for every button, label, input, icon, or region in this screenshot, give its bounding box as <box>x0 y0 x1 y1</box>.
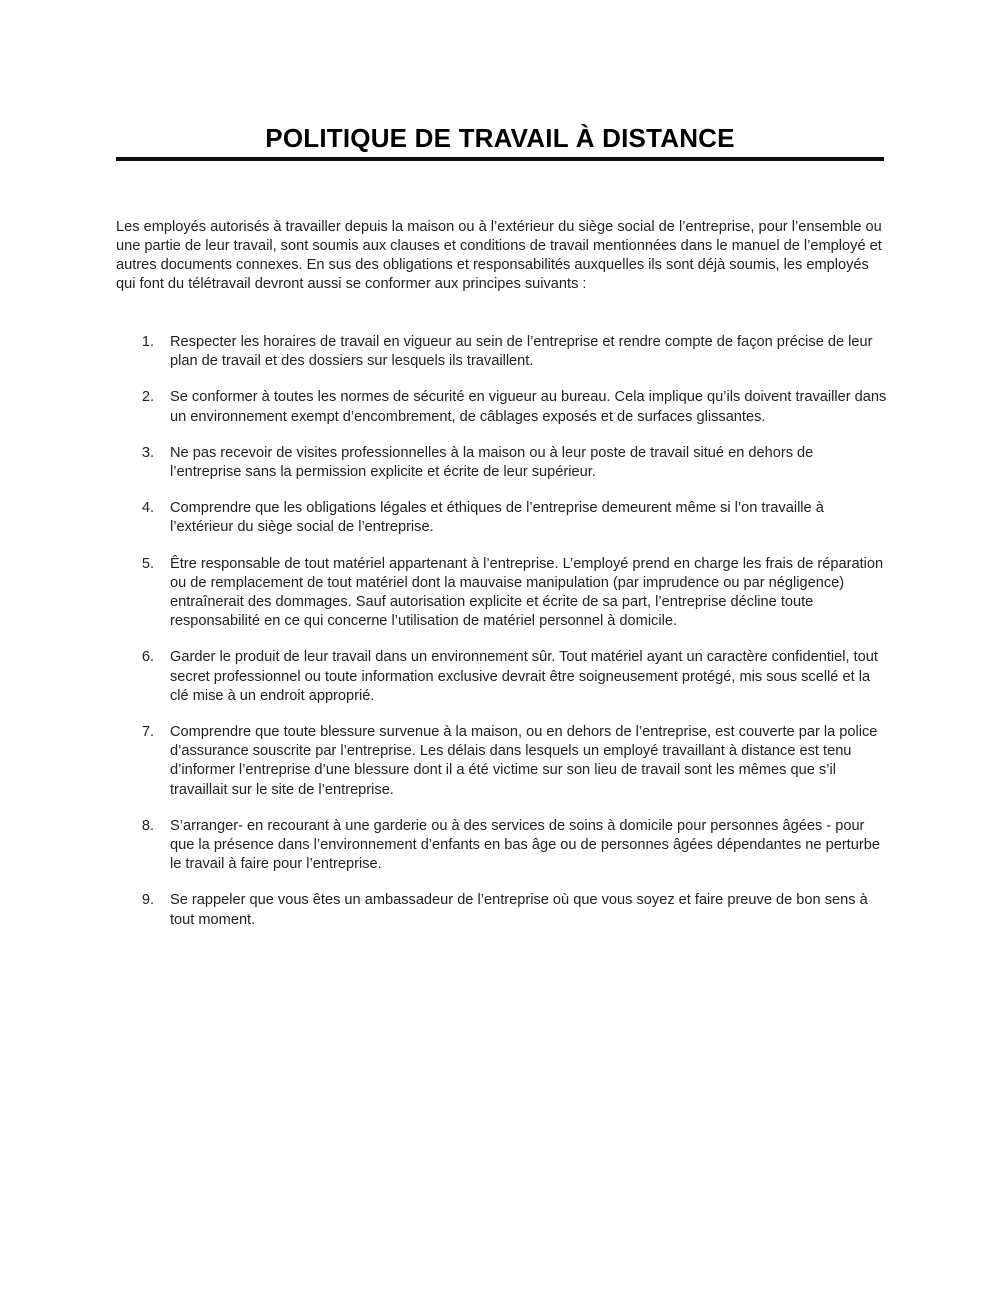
list-item-text: Respecter les horaires de travail en vigueur au sein de l’entreprise et rendre compte de façon précise de leur plan de travail et des dossiers sur lesquels ils travaillent. <box>170 334 873 370</box>
intro-paragraph: Les employés autorisés à travailler depuis la maison ou à l’extérieur du siège social de l’entreprise, pour l’ensemble ou une partie de leur travail, sont soumis aux clauses et conditions de travail mentionnées dans le manuel de l’employé et autres documents connexes. En sus des obligations et responsabilités auxquelles ils sont déjà soumis, les employés qui font du télétravail devront aussi se conformer aux principes suivants : <box>116 218 882 293</box>
list-item-number: 1. <box>141 334 154 350</box>
title-divider <box>116 157 884 161</box>
list-item-text: Comprendre que les obligations légales et éthiques de l’entreprise demeurent même si l’on travaille à l’extérieur du siège social de l’entreprise. <box>170 500 824 536</box>
list-item-number: 2. <box>141 389 154 406</box>
list-item-number: 6. <box>141 649 154 666</box>
list-item-number: 9. <box>141 892 154 909</box>
list-item-text: Comprendre que toute blessure survenue à la maison, ou en dehors de l’entreprise, est couverte par la police d’assurance souscrite par l’entreprise. Les délais dans lesquels un employé travaillant à distance est tenu d’informer l’entreprise d’une blessure dont il a été victime sur son lieu de travail sont les mêmes que s’il travaillait sur le site de l’entreprise. <box>170 724 878 798</box>
list-item <box>116 555 888 632</box>
list-item-number: 5. <box>141 555 154 572</box>
list-item-number: 8. <box>141 817 154 834</box>
list-item-text: Se rappeler que vous êtes un ambassadeur de l’entreprise où que vous soyez et faire preuve de bon sens à tout moment. <box>170 892 868 928</box>
list-item-number: 3. <box>141 444 154 461</box>
list-item <box>116 891 888 929</box>
list-item-number: 7. <box>141 724 154 741</box>
list-item <box>116 723 888 800</box>
list-item <box>116 817 888 875</box>
list-item-number: 4. <box>141 500 154 517</box>
list-item-text: Garder le produit de leur travail dans un environnement sûr. Tout matériel ayant un caractère confidentiel, tout secret professionnel ou toute information exclusive devrait être soigneusement protégé, mis sous scellé et la clé mise à un endroit approprié. <box>170 649 878 704</box>
list-item <box>116 333 888 371</box>
list-item-text: Ne pas recevoir de visites professionnelles à la maison ou à leur poste de travail situé en dehors de l’entreprise sans la permission explicite et écrite de leur supérieur. <box>170 444 814 481</box>
list-item <box>116 648 888 706</box>
page-title: POLITIQUE DE TRAVAIL À DISTANCE <box>265 123 735 154</box>
list-item-text: Être responsable de tout matériel appartenant à l’entreprise. L’employé prend en charge les frais de réparation ou de remplacement de tout matériel dont la mauvaise manipulation (par imprudence ou par négligence) entraînerait des dommages. Sauf autorisation explicite et écrite de sa part, l’entreprise décline toute responsabilité en ce qui concerne l’utilisation de matériel personnel à domicile. <box>170 555 884 630</box>
list-item-text: S’arranger- en recourant à une garderie ou à des services de soins à domicile pour personnes âgées - pour que la présence dans l’environnement d’enfants en bas âge ou de personnes âgées dépendantes ne perturbe le travail à faire pour l’entreprise. <box>170 817 880 873</box>
list-item <box>116 388 888 426</box>
list-item-text: Se conformer à toutes les normes de sécurité en vigueur au bureau. Cela implique qu’ils doivent travailler dans un environnement exempt d’encombrement, de câblages exposés et de surfaces glissantes. <box>170 389 887 425</box>
principles-list <box>116 333 888 930</box>
list-item <box>116 444 888 482</box>
list-item <box>116 499 888 537</box>
